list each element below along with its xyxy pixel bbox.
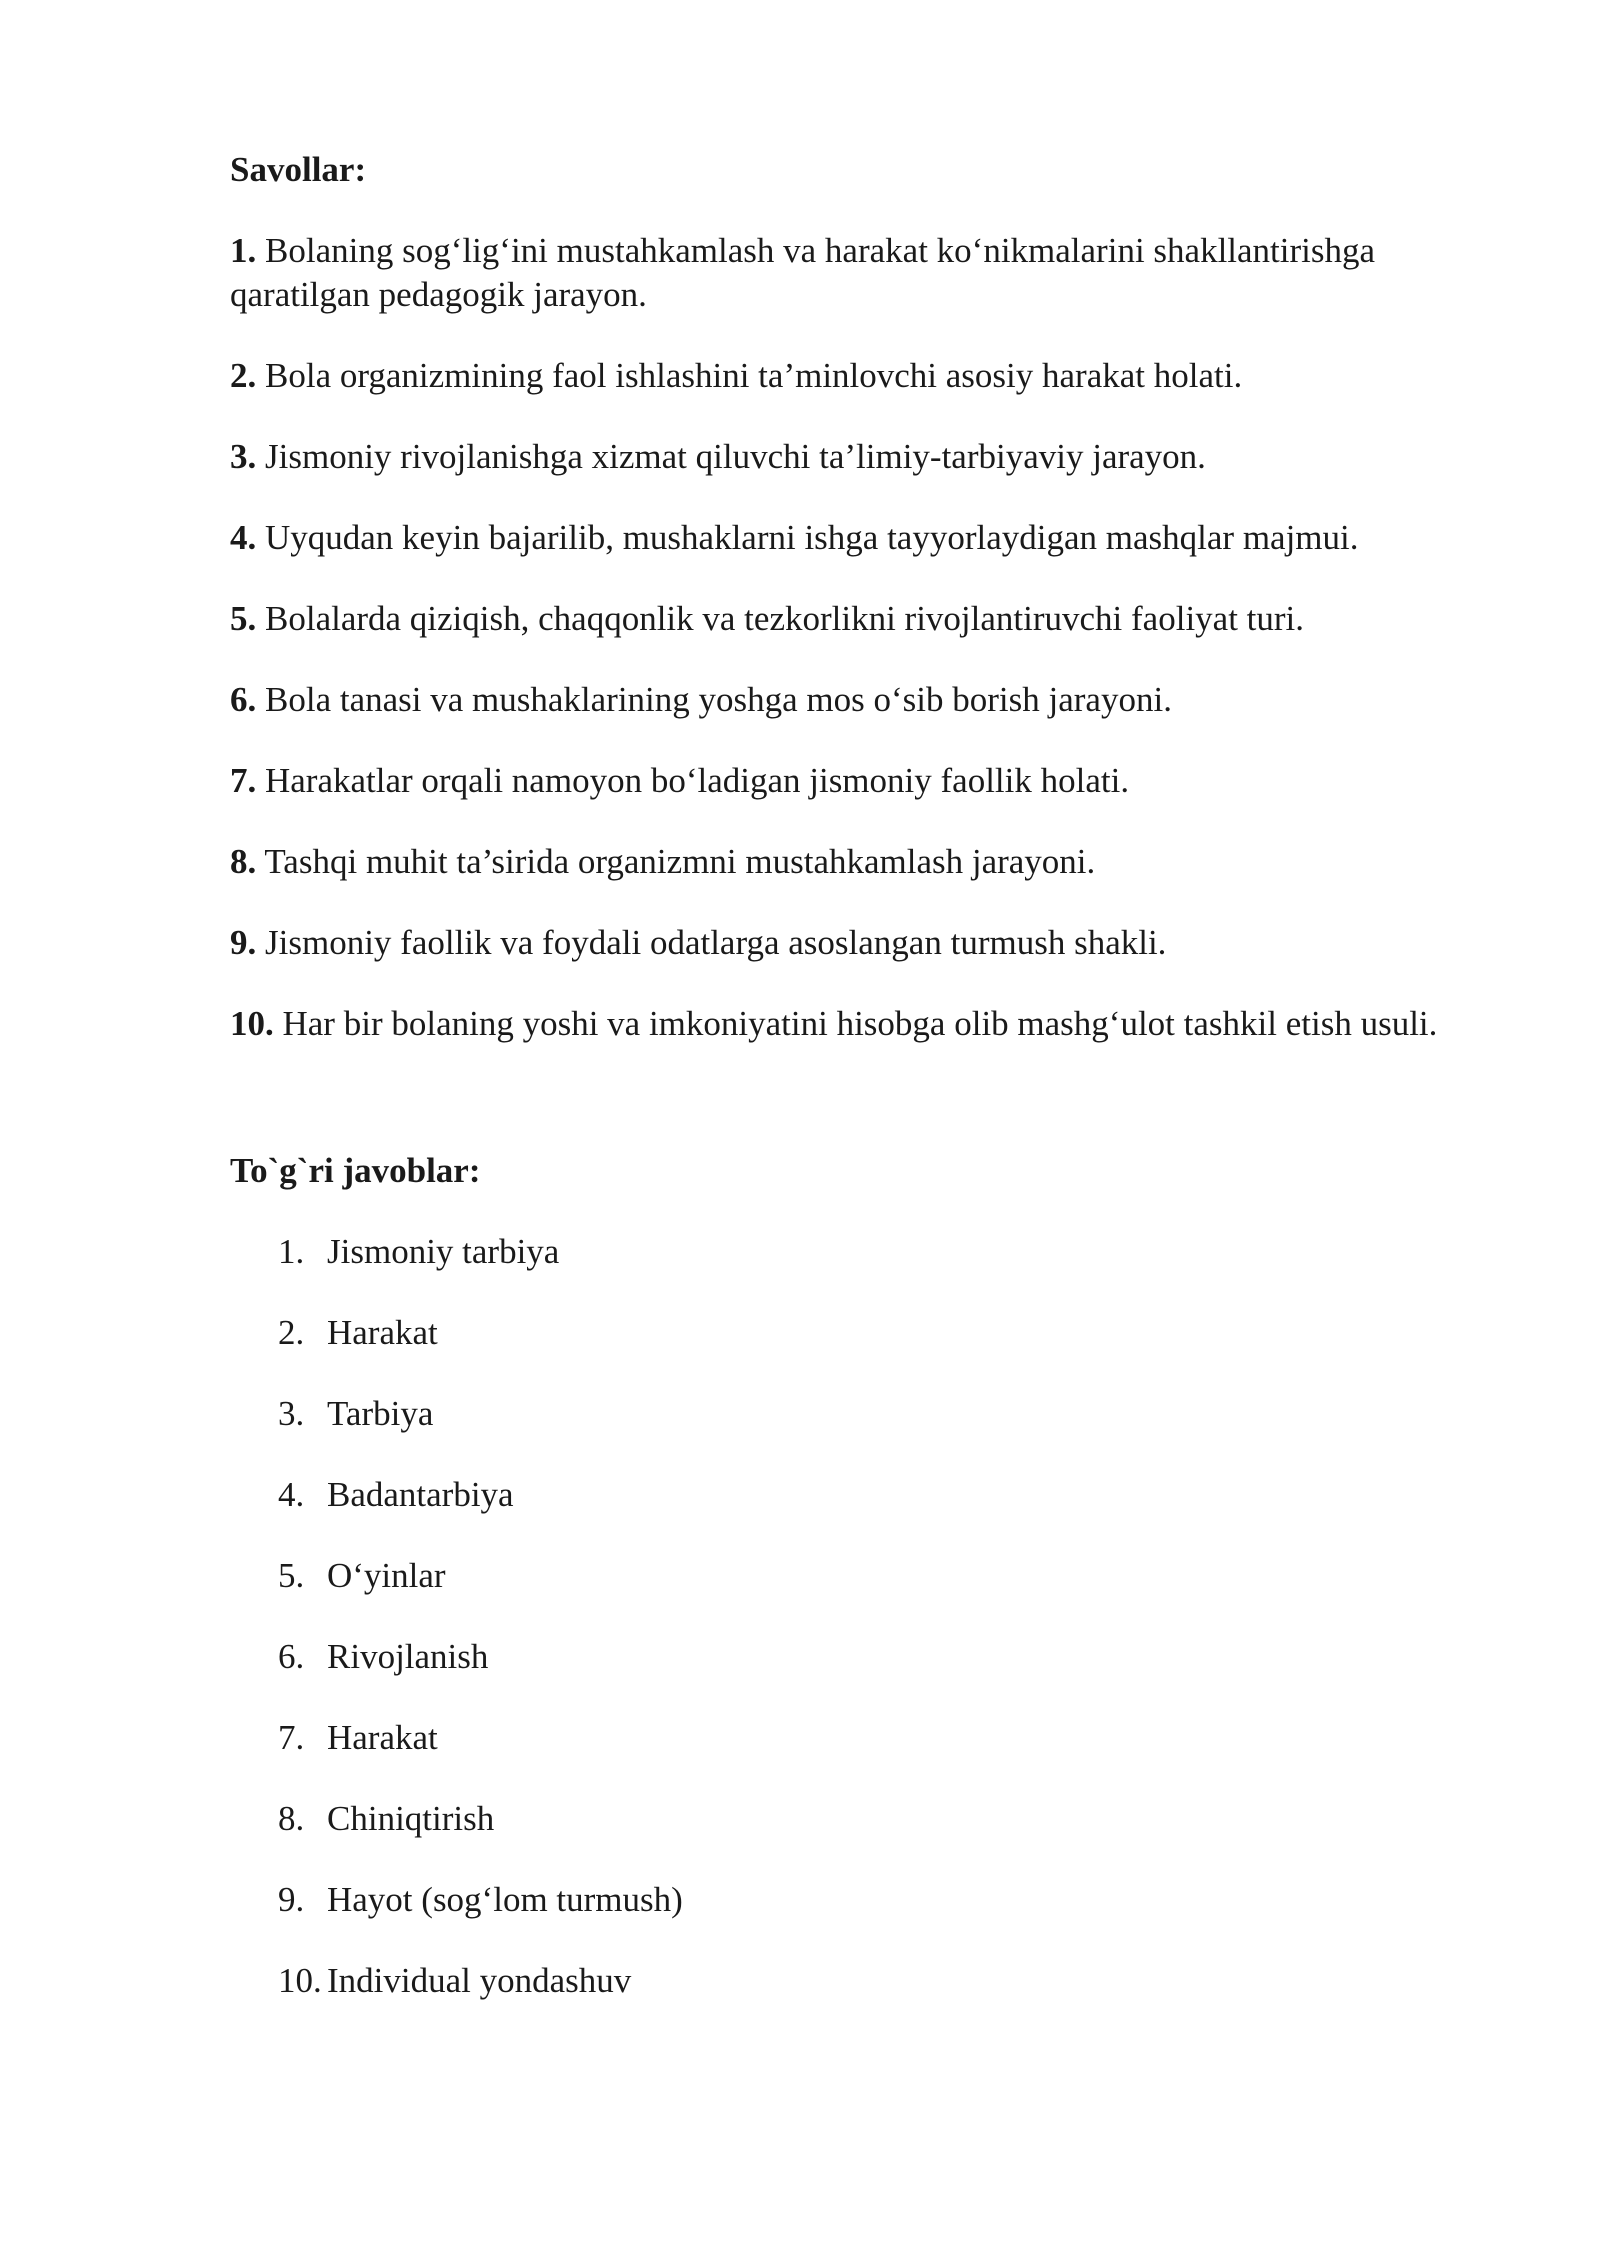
question-number: 4. [230, 518, 257, 557]
answer-item [230, 1635, 1470, 1679]
question-item [230, 921, 1470, 965]
answer-number: 6. [278, 1637, 305, 1676]
answer-item [230, 1392, 1470, 1436]
answer-text: Chiniqtirish [327, 1799, 495, 1838]
question-item [230, 435, 1470, 479]
question-text: Harakatlar orqali namoyon bo‘ladigan jismoniy faollik holati. [265, 761, 1130, 800]
answer-text: Tarbiya [327, 1394, 434, 1433]
question-text: Uyqudan keyin bajarilib, mushaklarni ishga tayyorlaydigan mashqlar majmui. [265, 518, 1359, 557]
questions-list [230, 229, 1470, 1046]
question-item [230, 229, 1470, 317]
question-text: Jismoniy faollik va foydali odatlarga asoslangan turmush shakli. [265, 923, 1167, 962]
question-number: 8. [230, 842, 257, 881]
question-item [230, 354, 1470, 398]
answer-number: 4. [278, 1475, 305, 1514]
answer-item [230, 1230, 1470, 1274]
answer-item [230, 1959, 1470, 2003]
answer-number: 7. [278, 1718, 305, 1757]
question-item [230, 840, 1470, 884]
document-page [230, 148, 1470, 2040]
question-item [230, 516, 1470, 560]
answer-item [230, 1797, 1470, 1841]
question-text: Bola organizmining faol ishlashini ta’minlovchi asosiy harakat holati. [265, 356, 1243, 395]
question-number: 10. [230, 1004, 274, 1043]
answer-number: 8. [278, 1799, 305, 1838]
answer-item [230, 1878, 1470, 1922]
answer-item [230, 1311, 1470, 1355]
question-number: 7. [230, 761, 257, 800]
answer-number: 10. [278, 1961, 322, 2000]
question-number: 6. [230, 680, 257, 719]
answer-text: Hayot (sog‘lom turmush) [327, 1880, 683, 1919]
question-item [230, 759, 1470, 803]
questions-heading: Savollar: [230, 150, 367, 189]
question-number: 2. [230, 356, 257, 395]
question-item [230, 1002, 1470, 1046]
question-item [230, 597, 1470, 641]
question-text: Bola tanasi va mushaklarining yoshga mos o‘sib borish jarayoni. [265, 680, 1172, 719]
answer-text: Badantarbiya [327, 1475, 514, 1514]
answer-number: 5. [278, 1556, 305, 1595]
answer-item [230, 1716, 1470, 1760]
answer-text: O‘yinlar [327, 1556, 446, 1595]
question-number: 3. [230, 437, 257, 476]
answer-item [230, 1473, 1470, 1517]
question-text: Bolaning sog‘lig‘ini mustahkamlash va harakat ko‘nikmalarini shakllantirishga qaratilgan pedagogik jarayon. [230, 231, 1376, 314]
question-number: 5. [230, 599, 257, 638]
answer-text: Harakat [327, 1718, 438, 1757]
question-text: Har bir bolaning yoshi va imkoniyatini hisobga olib mashg‘ulot tashkil etish usuli. [282, 1004, 1438, 1043]
question-text: Tashqi muhit ta’sirida organizmni mustahkamlash jarayoni. [264, 842, 1096, 881]
answers-list [230, 1230, 1470, 2003]
question-text: Bolalarda qiziqish, chaqqonlik va tezkorlikni rivojlantiruvchi faoliyat turi. [265, 599, 1305, 638]
answer-number: 1. [278, 1232, 305, 1271]
question-item [230, 678, 1470, 722]
question-number: 1. [230, 231, 257, 270]
answer-text: Individual yondashuv [327, 1961, 632, 2000]
answer-text: Jismoniy tarbiya [327, 1232, 560, 1271]
answer-number: 9. [278, 1880, 305, 1919]
answer-item [230, 1554, 1470, 1598]
question-number: 9. [230, 923, 257, 962]
answer-number: 2. [278, 1313, 305, 1352]
answer-number: 3. [278, 1394, 305, 1433]
answer-text: Rivojlanish [327, 1637, 489, 1676]
answers-heading: To`g`ri javoblar: [230, 1151, 481, 1190]
answer-text: Harakat [327, 1313, 438, 1352]
question-text: Jismoniy rivojlanishga xizmat qiluvchi ta’limiy-tarbiyaviy jarayon. [265, 437, 1206, 476]
